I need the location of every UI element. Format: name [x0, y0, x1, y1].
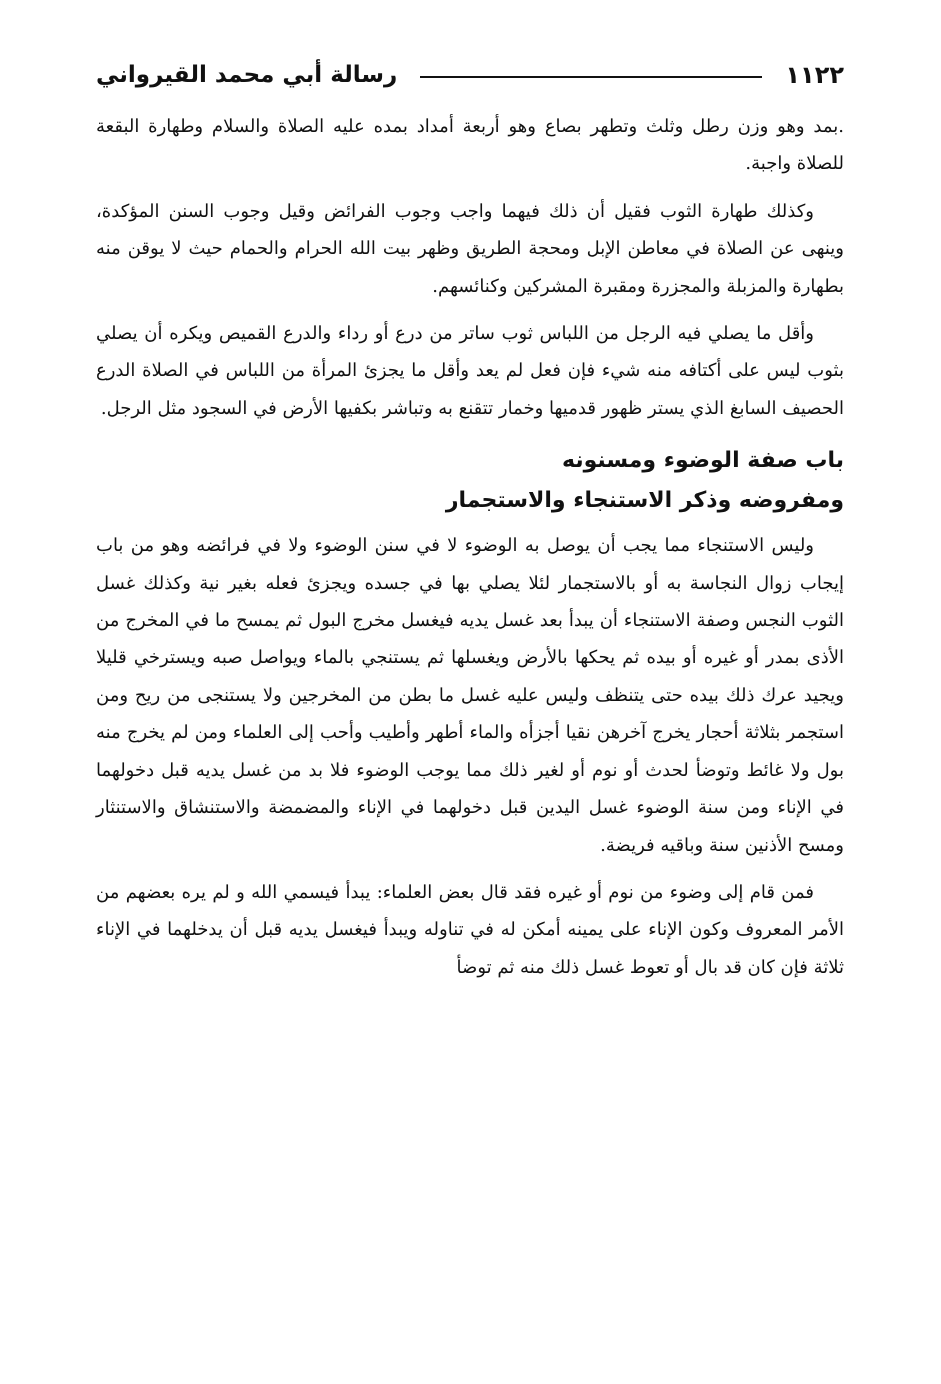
book-page: [96, 50, 844, 1370]
running-title: رسالة أبي محمد القيرواني: [96, 62, 398, 88]
chapter-title-line-2: ومفروضه وذكر الاستنجاء والاستجمار: [445, 488, 844, 514]
paragraph: وأقل ما يصلي فيه الرجل من اللباس ثوب ساتر من درع أو رداء والدرع القميص ويكره أن يصلي بثوب ليس على أكتافه منه شيء فإن فعل لم يعد وأقل ما يجزئ المرأة من اللباس في الصلاة الدرع الحصيف السابغ الذي يستر ظهور قدميها وخمار تتقنع به وتباشر بكفيها الأرض في السجود مثل الرجل.: [96, 323, 844, 419]
paragraph: وليس الاستنجاء مما يجب أن يوصل به الوضوء لا في سنن الوضوء ولا في فرائضه وهو من باب إيجاب زوال النجاسة به أو بالاستجمار لئلا يصلي بها في جسده ويجزئ فعله بغير نية وكذلك غسل الثوب النجس وصفة الاستنجاء أن يبدأ بعد غسل يديه فيغسل مخرج البول ثم يمسح ما في المخرج من الأذى بمدر أو غيره أو بيده ثم يحكها بالأرض ويغسلها ثم يستنجي بالماء ويواصل صبه ويسترخي قليلا ويجيد عرك ذلك بيده حتى يتنظف وليس عليه غسل ما بطن من المخرجين ولا يستنجى من ريح ومن استجمر بثلاثة أحجار يخرج آخرهن نقيا أجزأه والماء أطهر وأطيب وأحب إلى العلماء ومن لم يخرج منه بول ولا غائط وتوضأ لحدث أو نوم أو لغير ذلك مما يوجب الوضوء فلا بد من غسل يديه قبل دخولهما في الإناء ومن سنة الوضوء غسل اليدين قبل دخولهما في الإناء والمضمضة والاستنشاق والاستنثار ومسح الأذنين سنة وباقيه فريضة.: [96, 535, 844, 856]
page-header: [96, 50, 844, 100]
chapter-title-line-1: باب صفة الوضوء ومسنونه: [562, 448, 844, 474]
header-rule: [420, 76, 762, 78]
paragraph: فمن قام إلى وضوء من نوم أو غيره فقد قال بعض العلماء: يبدأ فيسمي الله و لم يره بعضهم من الأمر المعروف وكون الإناء على يمينه أمكن له في تناوله ويبدأ فيغسل يديه قبل أن يدخلهما في الإناء ثلاثة فإن كان قد بال أو تعوط غسل ذلك منه ثم توضأ: [96, 881, 844, 978]
chapter-heading: [96, 441, 844, 521]
paragraph: .بمد وهو وزن رطل وثلث وتطهر بصاع وهو أربعة أمداد بمده عليه الصلاة والسلام وطهارة البقعة للصلاة واجبة.: [96, 116, 844, 175]
page-number: ١١٢٢: [785, 61, 844, 89]
page-body: [96, 108, 844, 986]
paragraph: وكذلك طهارة الثوب فقيل أن ذلك فيهما واجب وجوب الفرائض وقيل وجوب السنن المؤكدة، وينهى عن الصلاة في معاطن الإبل ومحجة الطريق وظهر بيت الله الحرام والحمام حيث لا يوقن منه بطهارة والمزبلة والمجزرة ومقبرة المشركين وكنائسهم.: [96, 200, 844, 297]
